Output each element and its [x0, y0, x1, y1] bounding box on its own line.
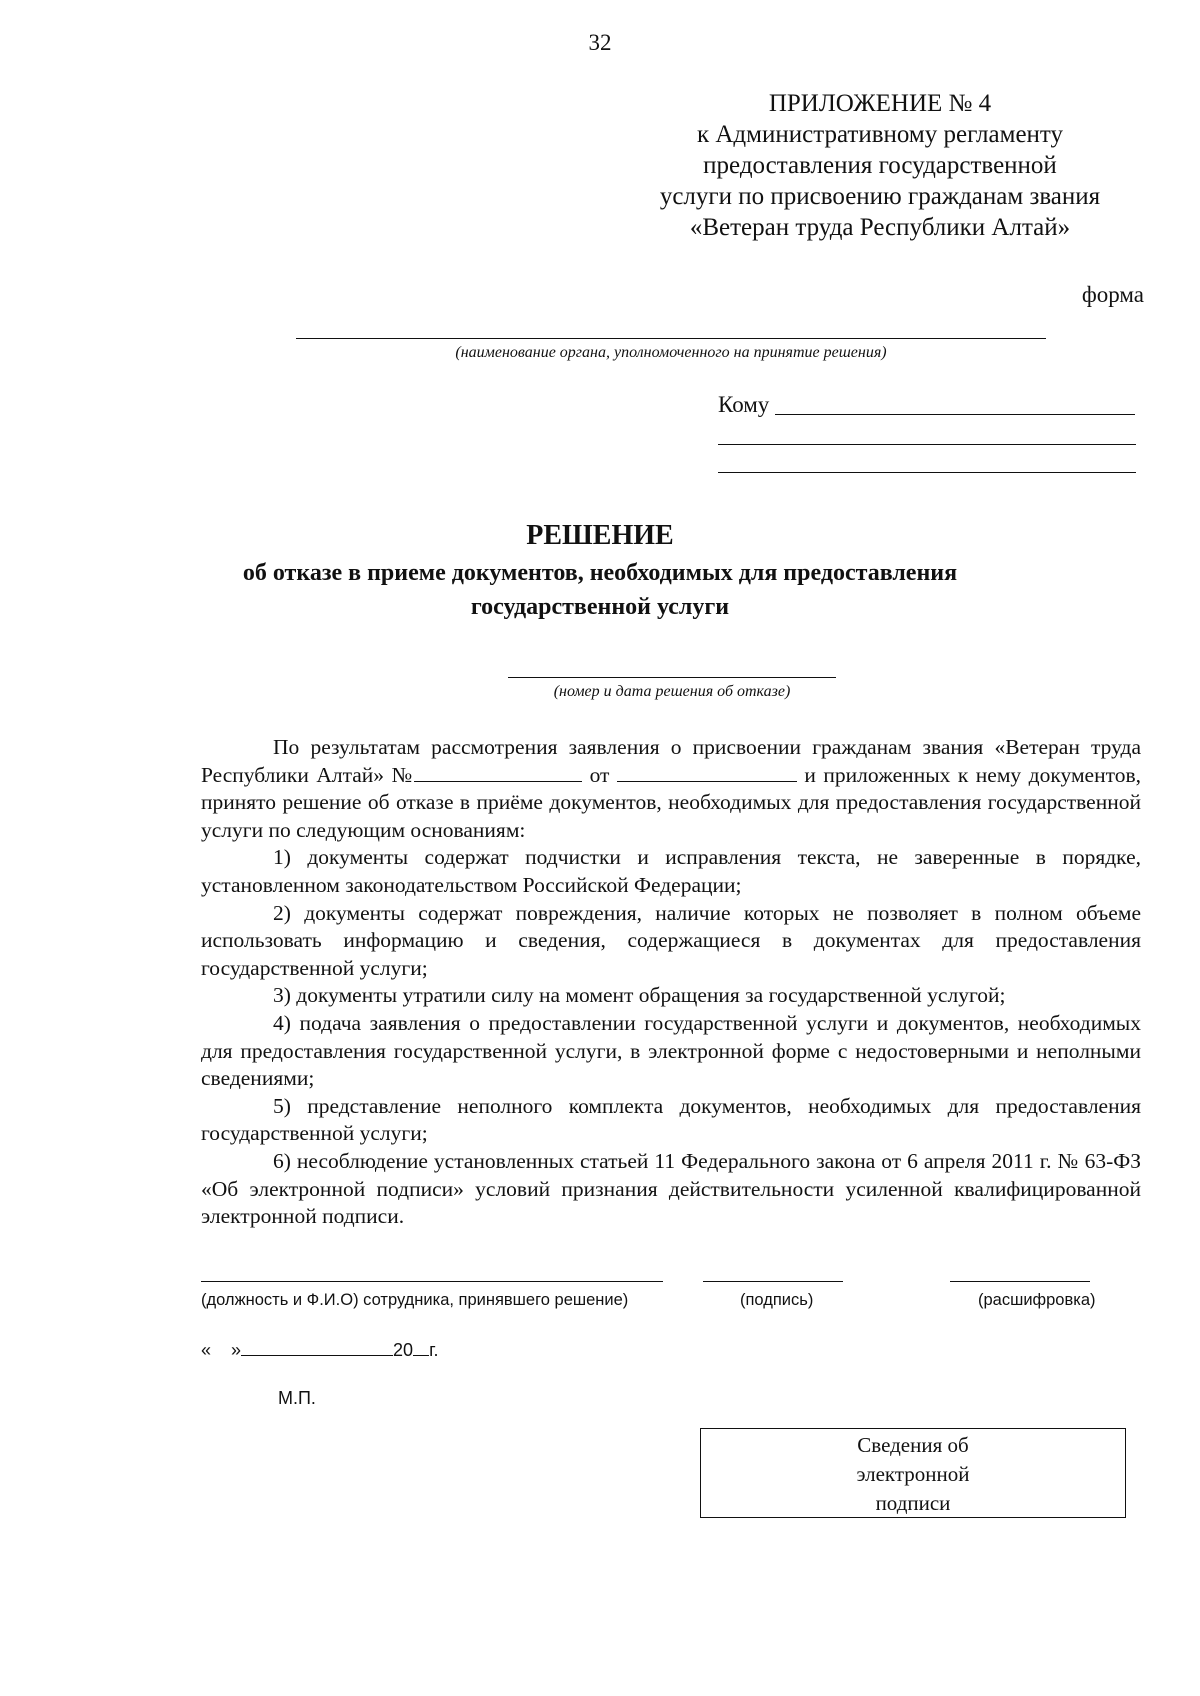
esign-line-2: электронной: [856, 1462, 970, 1486]
reason-5: 5) представление неполного комплекта документов, необходимых для предоставления государственной услуги;: [201, 1093, 1141, 1146]
application-number-blank: [414, 763, 582, 782]
recipient-line-2: [718, 444, 1136, 445]
esign-line-3: подписи: [875, 1491, 951, 1515]
intro-paragraph: [201, 734, 1141, 844]
decision-title: РЕШЕНИЕ: [526, 520, 674, 551]
decision-subtitle-2: государственной услуги: [470, 594, 730, 620]
authority-caption: (наименование органа, уполномоченного на принятие решения): [455, 344, 887, 361]
signature-line: [703, 1281, 843, 1282]
appendix-line-2: к Административному регламенту: [696, 121, 1064, 148]
decision-number-line: [508, 677, 836, 678]
decoding-caption: (расшифровка): [978, 1291, 1096, 1309]
date-year-prefix: 20: [393, 1340, 414, 1360]
decoding-line: [950, 1281, 1090, 1282]
date-quote-open: «: [201, 1340, 212, 1360]
reason-6: 6) несоблюдение установленных статьей 11 Федерального закона от 6 апреля 2011 г. № 63-ФЗ «Об электронной подписи» условий признания действительности усиленной квалифицированной электронной подписи.: [201, 1148, 1141, 1229]
stamp-label: М.П.: [278, 1388, 316, 1408]
reason-1: 1) документы содержат подчистки и исправления текста, не заверенные в порядке, установленном законодательством Российской Федерации;: [201, 845, 1141, 897]
page-number: 32: [588, 30, 612, 55]
decision-body: [201, 734, 1141, 1231]
date-year-suffix: г.: [429, 1340, 439, 1360]
date-year-blank: [413, 1341, 429, 1356]
appendix-line-4: услуги по присвоению гражданам звания: [659, 183, 1101, 210]
date-quote-close: »: [231, 1340, 242, 1360]
appendix-line-3: предоставления государственной: [703, 152, 1057, 179]
appendix-line-1: ПРИЛОЖЕНИЕ № 4: [768, 90, 992, 117]
position-line: [201, 1281, 663, 1282]
esign-line-1: Сведения об: [857, 1433, 969, 1457]
reason-3: 3) документы утратили силу на момент обращения за государственной услугой;: [273, 983, 1006, 1008]
date-month-blank: [241, 1341, 393, 1356]
signature-caption: (подпись): [740, 1291, 814, 1309]
application-date-blank: [617, 763, 797, 782]
authority-name-line: [296, 338, 1046, 339]
form-label: форма: [1081, 282, 1144, 307]
esign-info-box: [700, 1428, 1126, 1518]
date-row: [201, 1340, 438, 1361]
intro-from: от: [589, 762, 610, 787]
recipient-line-1: [775, 414, 1135, 415]
reason-2: 2) документы содержат повреждения, наличие которых не позволяет в полном объеме использовать информацию и сведения, содержащиеся в документах для предоставления государственной услуги;: [201, 900, 1141, 980]
position-caption: (должность и Ф.И.О) сотрудника, принявшего решение): [201, 1291, 629, 1309]
recipient-label: Кому: [718, 392, 770, 417]
appendix-header: [620, 88, 1140, 243]
recipient-line-3: [718, 472, 1136, 473]
intro-text-2: и приложенных к нему документов, принято решение об отказе в приёме документов, необходимых для предоставления государственной услуги по следующим основаниям:: [201, 762, 1141, 842]
decision-number-caption: (номер и дата решения об отказе): [553, 683, 791, 700]
intro-text-1: По результатам рассмотрения заявления о присвоении гражданам звания «Ветеран труда Республики Алтай» №: [201, 735, 1141, 787]
appendix-line-5: «Ветеран труда Республики Алтай»: [689, 214, 1071, 241]
decision-subtitle-1: об отказе в приеме документов, необходимых для предоставления: [242, 560, 958, 586]
reason-4: 4) подача заявления о предоставлении государственной услуги и документов, необходимых для предоставления государственной услуги, в электронной форме с недостоверными и неполными сведениями;: [201, 1010, 1141, 1091]
